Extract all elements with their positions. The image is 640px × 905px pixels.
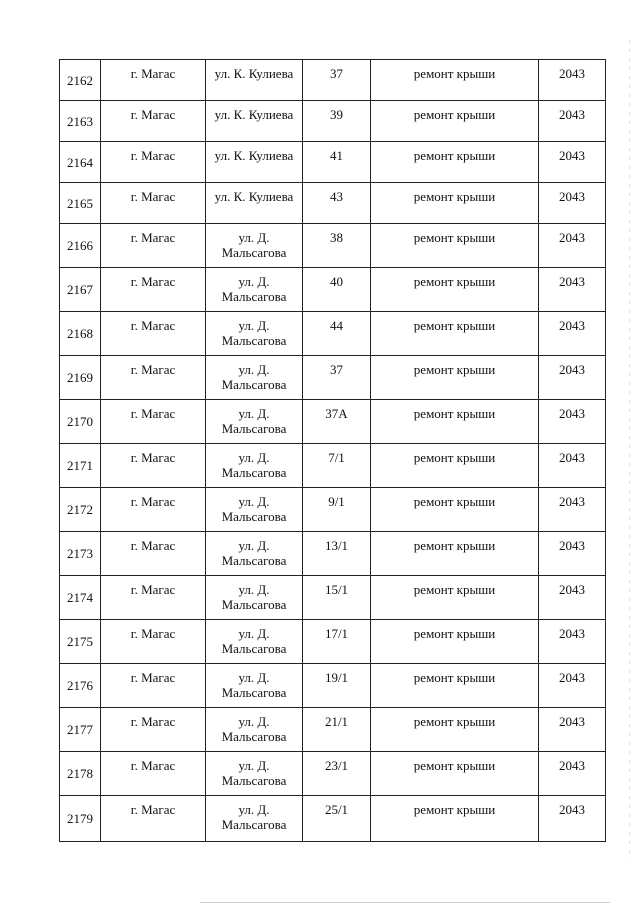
city-cell: г. Магас — [101, 142, 206, 183]
table-row — [60, 488, 606, 532]
row-number: 2176 — [60, 664, 101, 708]
house-cell: 25/1 — [303, 796, 371, 842]
house-cell: 37 — [303, 60, 371, 101]
street-cell: ул. Д. Мальсагова — [206, 488, 303, 532]
year-cell: 2043 — [539, 268, 606, 312]
city-cell: г. Магас — [101, 488, 206, 532]
row-number: 2167 — [60, 268, 101, 312]
street-cell: ул. К. Кулиева — [206, 183, 303, 224]
street-cell: ул. К. Кулиева — [206, 60, 303, 101]
work-type-cell: ремонт крыши — [371, 268, 539, 312]
table-row — [60, 312, 606, 356]
work-type-cell: ремонт крыши — [371, 620, 539, 664]
row-number: 2171 — [60, 444, 101, 488]
row-number: 2170 — [60, 400, 101, 444]
house-cell: 19/1 — [303, 664, 371, 708]
city-cell: г. Магас — [101, 183, 206, 224]
year-cell: 2043 — [539, 752, 606, 796]
house-cell: 43 — [303, 183, 371, 224]
row-number: 2168 — [60, 312, 101, 356]
house-cell: 37 — [303, 356, 371, 400]
street-cell: ул. Д. Мальсагова — [206, 576, 303, 620]
house-cell: 15/1 — [303, 576, 371, 620]
house-cell: 40 — [303, 268, 371, 312]
row-number: 2165 — [60, 183, 101, 224]
work-type-cell: ремонт крыши — [371, 796, 539, 842]
street-cell: ул. Д. Мальсагова — [206, 752, 303, 796]
work-type-cell: ремонт крыши — [371, 708, 539, 752]
work-type-cell: ремонт крыши — [371, 60, 539, 101]
year-cell: 2043 — [539, 796, 606, 842]
work-type-cell: ремонт крыши — [371, 356, 539, 400]
city-cell: г. Магас — [101, 444, 206, 488]
row-number: 2162 — [60, 60, 101, 101]
table-row — [60, 400, 606, 444]
work-type-cell: ремонт крыши — [371, 142, 539, 183]
city-cell: г. Магас — [101, 224, 206, 268]
scan-edge-mark — [629, 40, 630, 860]
house-cell: 41 — [303, 142, 371, 183]
table-row — [60, 60, 606, 101]
city-cell: г. Магас — [101, 268, 206, 312]
year-cell: 2043 — [539, 576, 606, 620]
city-cell: г. Магас — [101, 796, 206, 842]
table-row — [60, 532, 606, 576]
year-cell: 2043 — [539, 312, 606, 356]
work-type-cell: ремонт крыши — [371, 101, 539, 142]
table-row — [60, 142, 606, 183]
year-cell: 2043 — [539, 400, 606, 444]
street-cell: ул. К. Кулиева — [206, 101, 303, 142]
row-number: 2172 — [60, 488, 101, 532]
city-cell: г. Магас — [101, 60, 206, 101]
city-cell: г. Магас — [101, 532, 206, 576]
table-row — [60, 268, 606, 312]
city-cell: г. Магас — [101, 312, 206, 356]
street-cell: ул. Д. Мальсагова — [206, 444, 303, 488]
work-type-cell: ремонт крыши — [371, 664, 539, 708]
year-cell: 2043 — [539, 224, 606, 268]
row-number: 2166 — [60, 224, 101, 268]
work-type-cell: ремонт крыши — [371, 444, 539, 488]
table-row — [60, 708, 606, 752]
year-cell: 2043 — [539, 101, 606, 142]
year-cell: 2043 — [539, 488, 606, 532]
work-type-cell: ремонт крыши — [371, 224, 539, 268]
row-number: 2178 — [60, 752, 101, 796]
table-row — [60, 101, 606, 142]
table-row — [60, 444, 606, 488]
house-cell: 9/1 — [303, 488, 371, 532]
year-cell: 2043 — [539, 620, 606, 664]
city-cell: г. Магас — [101, 400, 206, 444]
year-cell: 2043 — [539, 142, 606, 183]
house-cell: 37А — [303, 400, 371, 444]
street-cell: ул. Д. Мальсагова — [206, 356, 303, 400]
table-row — [60, 752, 606, 796]
house-cell: 13/1 — [303, 532, 371, 576]
year-cell: 2043 — [539, 664, 606, 708]
house-cell: 7/1 — [303, 444, 371, 488]
table-row — [60, 796, 606, 842]
year-cell: 2043 — [539, 444, 606, 488]
city-cell: г. Магас — [101, 620, 206, 664]
house-cell: 44 — [303, 312, 371, 356]
table-row — [60, 620, 606, 664]
year-cell: 2043 — [539, 708, 606, 752]
house-cell: 38 — [303, 224, 371, 268]
row-number: 2164 — [60, 142, 101, 183]
city-cell: г. Магас — [101, 356, 206, 400]
house-cell: 23/1 — [303, 752, 371, 796]
year-cell: 2043 — [539, 532, 606, 576]
table-row — [60, 664, 606, 708]
work-type-cell: ремонт крыши — [371, 183, 539, 224]
work-type-cell: ремонт крыши — [371, 488, 539, 532]
repair-schedule-table — [59, 59, 606, 842]
year-cell: 2043 — [539, 356, 606, 400]
row-number: 2163 — [60, 101, 101, 142]
street-cell: ул. Д. Мальсагова — [206, 400, 303, 444]
table-row — [60, 224, 606, 268]
street-cell: ул. Д. Мальсагова — [206, 532, 303, 576]
street-cell: ул. К. Кулиева — [206, 142, 303, 183]
row-number: 2175 — [60, 620, 101, 664]
city-cell: г. Магас — [101, 664, 206, 708]
house-cell: 21/1 — [303, 708, 371, 752]
street-cell: ул. Д. Мальсагова — [206, 620, 303, 664]
city-cell: г. Магас — [101, 576, 206, 620]
house-cell: 17/1 — [303, 620, 371, 664]
street-cell: ул. Д. Мальсагова — [206, 312, 303, 356]
street-cell: ул. Д. Мальсагова — [206, 664, 303, 708]
table-row — [60, 183, 606, 224]
city-cell: г. Магас — [101, 708, 206, 752]
street-cell: ул. Д. Мальсагова — [206, 796, 303, 842]
street-cell: ул. Д. Мальсагова — [206, 224, 303, 268]
work-type-cell: ремонт крыши — [371, 312, 539, 356]
scan-bottom-mark — [200, 902, 610, 903]
year-cell: 2043 — [539, 60, 606, 101]
table-row — [60, 576, 606, 620]
year-cell: 2043 — [539, 183, 606, 224]
house-cell: 39 — [303, 101, 371, 142]
work-type-cell: ремонт крыши — [371, 576, 539, 620]
row-number: 2179 — [60, 796, 101, 842]
work-type-cell: ремонт крыши — [371, 400, 539, 444]
row-number: 2174 — [60, 576, 101, 620]
work-type-cell: ремонт крыши — [371, 532, 539, 576]
table-row — [60, 356, 606, 400]
row-number: 2177 — [60, 708, 101, 752]
street-cell: ул. Д. Мальсагова — [206, 268, 303, 312]
street-cell: ул. Д. Мальсагова — [206, 708, 303, 752]
work-type-cell: ремонт крыши — [371, 752, 539, 796]
row-number: 2169 — [60, 356, 101, 400]
row-number: 2173 — [60, 532, 101, 576]
city-cell: г. Магас — [101, 101, 206, 142]
city-cell: г. Магас — [101, 752, 206, 796]
